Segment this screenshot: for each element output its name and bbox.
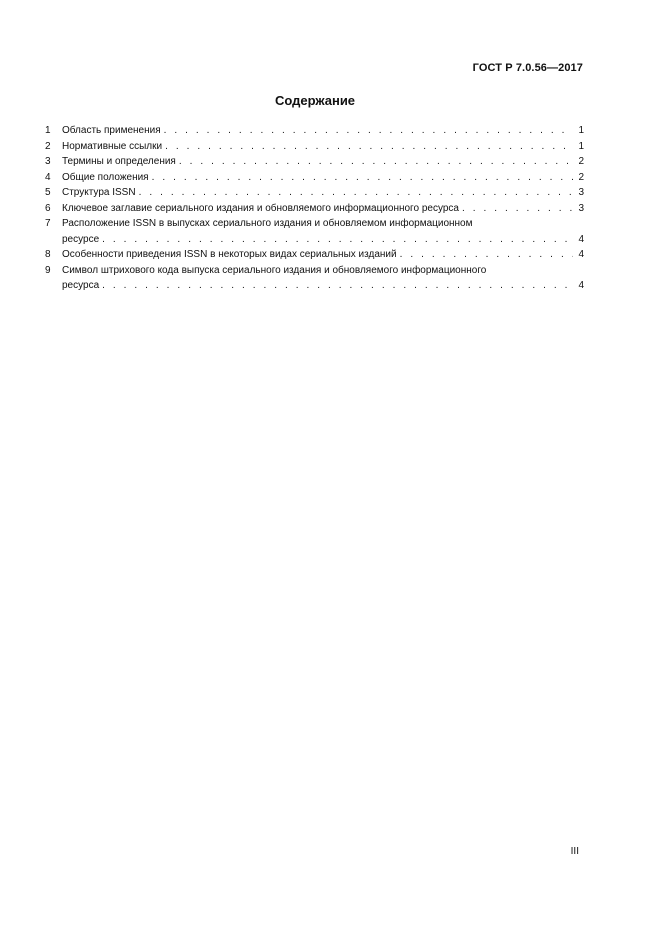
- toc-entry-page: 3: [578, 187, 584, 198]
- toc-entry-title-line1: Расположение ISSN в выпусках сериального издания и обновляемом информационном: [62, 218, 473, 229]
- toc-entry-title: Общие положения: [62, 171, 149, 183]
- toc-entry-page: 1: [578, 140, 584, 152]
- toc-entry-title-line1: Символ штрихового кода выпуска сериального издания и обновляемого информационного: [62, 264, 487, 276]
- toc-entry-title: Область применения: [62, 125, 161, 136]
- toc-leader-dots: [179, 154, 573, 170]
- toc-leader-dots: [164, 123, 573, 139]
- toc-entry-page: 4: [578, 249, 584, 260]
- toc-entry-7[interactable]: [45, 216, 584, 247]
- toc-entry-page: 2: [578, 156, 584, 167]
- toc-entry-page: 1: [578, 125, 584, 136]
- toc-entry-number: 9: [45, 264, 51, 276]
- toc-entry-number: 6: [45, 202, 51, 214]
- toc-leader-dots: [139, 185, 573, 201]
- toc-entry-9[interactable]: [45, 263, 584, 294]
- toc-entry-title: Нормативные ссылки: [62, 140, 163, 152]
- toc-leader-dots: [165, 139, 573, 155]
- toc-entry-number: 3: [45, 156, 51, 167]
- toc-entry-number: 2: [45, 140, 51, 152]
- toc-leader-dots: [102, 232, 573, 248]
- table-of-contents: [45, 123, 584, 294]
- toc-entry-page: 3: [578, 202, 584, 214]
- toc-entry-8[interactable]: [45, 247, 584, 263]
- toc-entry-number: 8: [45, 249, 51, 260]
- document-code: ГОСТ Р 7.0.56—2017: [472, 62, 583, 74]
- toc-entry-4[interactable]: [45, 170, 584, 186]
- toc-entry-number: 4: [45, 171, 51, 183]
- toc-entry-2[interactable]: [45, 139, 584, 155]
- toc-entry-title-line2: ресурсе: [62, 233, 100, 245]
- toc-leader-dots: [152, 170, 573, 186]
- toc-entry-title: Термины и определения: [62, 156, 176, 167]
- toc-entry-5[interactable]: [45, 185, 584, 201]
- toc-entry-page: 4: [578, 233, 584, 245]
- toc-entry-3[interactable]: [45, 154, 584, 170]
- toc-leader-dots: [102, 278, 573, 294]
- toc-leader-dots: [400, 247, 573, 263]
- toc-entry-title-line2: ресурса: [62, 280, 100, 291]
- toc-entry-title: Особенности приведения ISSN в некоторых видах сериальных изданий: [62, 249, 397, 260]
- toc-entry-page: 2: [578, 171, 584, 183]
- toc-entry-page: 4: [578, 280, 584, 291]
- toc-entry-title: Ключевое заглавие сериального издания и обновляемого информационного ресурса: [62, 202, 459, 214]
- toc-entry-number: 5: [45, 187, 51, 198]
- toc-entry-number: 7: [45, 218, 51, 229]
- toc-title: Содержание: [274, 93, 356, 108]
- toc-leader-dots: [462, 201, 573, 217]
- toc-entry-number: 1: [45, 125, 51, 136]
- toc-entry-title: Структура ISSN: [62, 187, 136, 198]
- page-number: III: [570, 846, 579, 857]
- toc-entry-6[interactable]: [45, 201, 584, 217]
- toc-entry-1[interactable]: [45, 123, 584, 139]
